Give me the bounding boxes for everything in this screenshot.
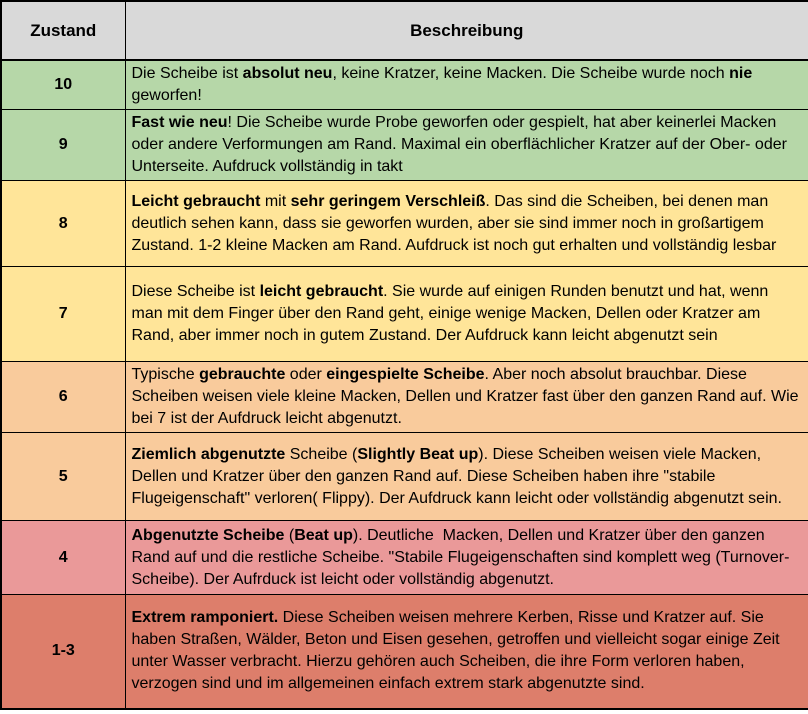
text-segment: Extrem ramponiert.: [131, 609, 279, 627]
zustand-cell: 4: [1, 521, 125, 595]
text-segment: Typische: [131, 366, 200, 383]
text-segment: oder: [285, 366, 327, 383]
table-row: [1, 433, 808, 521]
table-row: [1, 362, 808, 433]
text-segment: Leicht gebraucht: [131, 192, 261, 210]
text-segment: Die Scheibe ist: [131, 65, 243, 82]
text-segment: Diese Scheibe ist: [131, 283, 260, 300]
text-segment: ). Deutliche Macken, Dellen und Kratzer über den ganzen Rand auf und die restliche Scheibe. "Stabile Flugeigenschaften sind komplett weg (Turnover-Scheibe). Der Aufrduck ist leicht oder vollständig abgenutzt.: [131, 526, 790, 588]
beschreibung-cell: [125, 433, 808, 521]
text-segment: . Das sind die Scheiben, bei denen man deutlich sehen kann, dass sie geworfen wurden, aber sie sind immer noch in großartigem Zustand. 1-2 kleine Macken am Rand. Aufdruck ist noch gut erhalten und vollständig lesbar: [131, 192, 777, 254]
text-segment: Ziemlich abgenutzte: [131, 445, 286, 463]
beschreibung-cell: [125, 362, 808, 433]
zustand-cell: 8: [1, 181, 125, 267]
table-body: [1, 60, 808, 709]
text-segment: . Sie wurde auf einigen Runden benutzt und hat, wenn man mit dem Finger über den Rand geht, einige wenige Macken, Dellen oder Kratzer am Rand, aber immer noch in gutem Zustand. Der Aufdruck kann leicht abgenutzt sein: [131, 283, 773, 344]
text-segment: ). Diese Scheiben weisen viele Macken, Dellen und Kratzer über den ganzen Rand auf. Diese Scheiben haben ihre "stabile Flugeigenschaft" verloren( Flippy). Der Aufdruck kann leicht oder vollständig abgenutzt sein.: [131, 445, 782, 507]
header-zustand: Zustand: [1, 1, 125, 60]
text-segment: nie: [729, 65, 753, 82]
zustand-cell: 5: [1, 433, 125, 521]
header-row: [1, 1, 808, 60]
text-segment: (: [284, 526, 295, 544]
zustand-cell: 9: [1, 110, 125, 181]
zustand-cell: 6: [1, 362, 125, 433]
zustand-cell: 10: [1, 60, 125, 110]
zustand-cell: 7: [1, 267, 125, 362]
text-segment: , keine Kratzer, keine Macken. Die Scheibe wurde noch: [332, 65, 730, 82]
table-row: [1, 267, 808, 362]
text-segment: Fast wie neu: [131, 114, 228, 131]
text-segment: absolut neu: [242, 65, 333, 82]
table-row: [1, 181, 808, 267]
beschreibung-cell: [125, 60, 808, 110]
text-segment: ! Die Scheibe wurde Probe geworfen oder gespielt, hat aber keinerlei Macken oder andere Verformungen am Rand. Maximal ein oberflächlicher Kratzer auf der Ober- oder Unterseite. Aufdruck vollständig in takt: [131, 114, 792, 175]
beschreibung-cell: [125, 181, 808, 267]
text-segment: gebrauchte: [199, 366, 286, 383]
header-beschreibung: Beschreibung: [125, 1, 808, 60]
text-segment: leicht gebraucht: [259, 283, 384, 300]
table-row: [1, 110, 808, 181]
text-segment: Scheibe (: [285, 445, 358, 463]
text-segment: Beat up: [294, 526, 353, 544]
text-segment: geworfen!: [131, 65, 757, 104]
text-segment: Diese Scheiben weisen mehrere Kerben, Risse und Kratzer auf. Sie haben Straßen, Wälder, Beton und Eisen gesehen, getroffen und vielleicht sogar einige Zeit unter Wasser verbracht. Hierzu gehören auch Scheiben, die ihre Form verloren haben, verzogen sind und im allgemeinen einfach extrem stark abgenutzte sind.: [131, 609, 785, 693]
text-segment: mit: [260, 192, 291, 210]
beschreibung-cell: [125, 267, 808, 362]
text-segment: Slightly Beat up: [357, 445, 479, 463]
table-row: [1, 60, 808, 110]
beschreibung-cell: [125, 110, 808, 181]
text-segment: . Aber noch absolut brauchbar. Diese Scheiben weisen viele kleine Macken, Dellen und Kratzer fast über den ganzen Rand auf. Wie bei 7 ist der Aufdruck leicht abgenutzt.: [131, 366, 804, 427]
table-row: [1, 595, 808, 709]
text-segment: eingespielte Scheibe: [326, 366, 485, 383]
beschreibung-cell: [125, 521, 808, 595]
text-segment: Abgenutzte Scheibe: [131, 526, 285, 544]
table-row: [1, 521, 808, 595]
beschreibung-cell: [125, 595, 808, 709]
text-segment: sehr geringem Verschleiß: [290, 192, 486, 210]
zustand-cell: 1-3: [1, 595, 125, 709]
